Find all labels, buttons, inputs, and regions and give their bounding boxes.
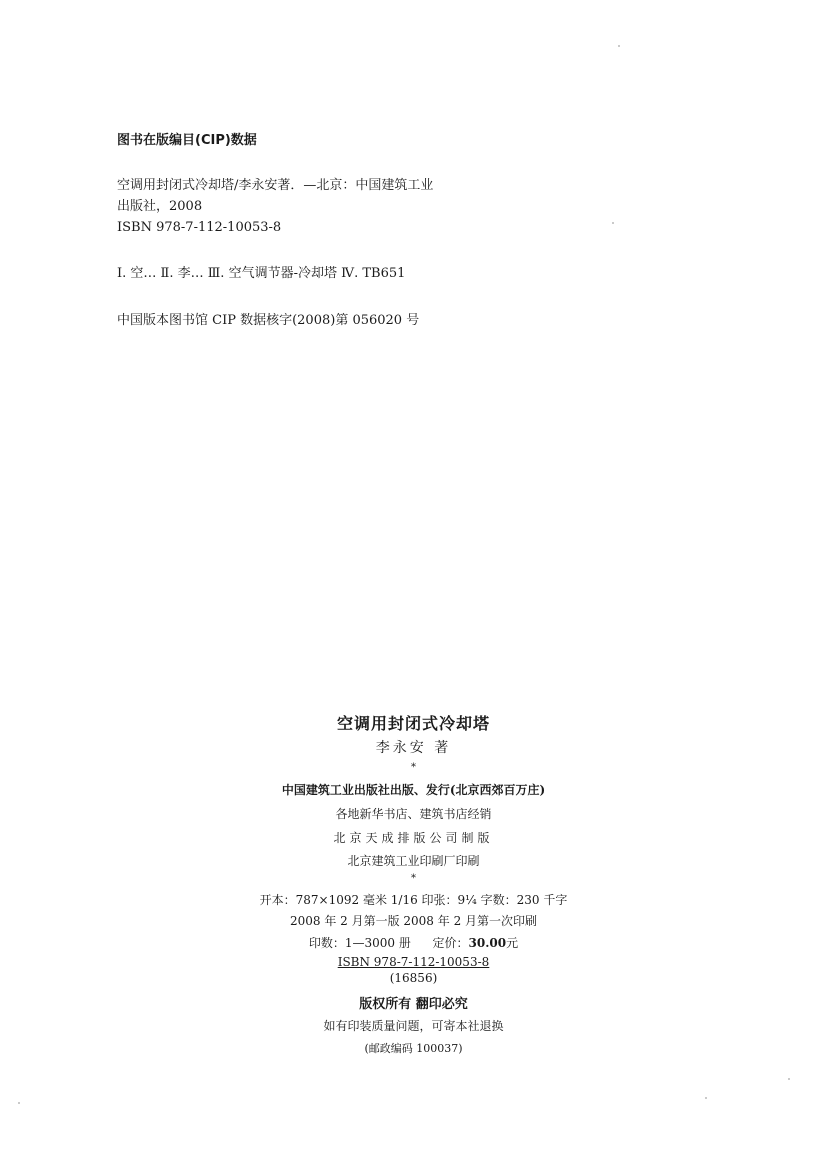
cip-isbn: ISBN 978-7-112-10053-8 <box>117 220 282 235</box>
postcode: (邮政编码 100037) <box>364 1042 463 1055</box>
distributor-line: 各地新华书店、建筑书店经销 <box>335 807 492 821</box>
cip-bibliographic-line: 空调用封闭式冷却塔/李永安著．—北京：中国建筑工业 <box>117 178 434 193</box>
scan-speck <box>612 222 614 224</box>
cip-record-number: 中国版本图书馆 CIP 数据核字(2008)第 056020 号 <box>117 313 420 328</box>
print-run: 印数：1—3000 册 <box>308 936 411 950</box>
return-policy: 如有印装质量问题，可寄本社退换 <box>323 1019 504 1033</box>
price-label: 定价： <box>432 936 469 950</box>
printer-line: 北京建筑工业印刷厂印刷 <box>347 854 480 868</box>
format-line: 开本：787×1092 毫米 1/16 印张：9¼ 字数：230 千字 <box>259 893 568 907</box>
book-code: (16856) <box>389 971 438 985</box>
scan-speck <box>618 45 620 47</box>
scan-speck <box>18 1102 20 1104</box>
price-unit: 元 <box>506 936 519 950</box>
publisher-line: 中国建筑工业出版社出版、发行(北京西郊百万庄) <box>281 783 546 797</box>
price-value: 30.00 <box>468 936 507 950</box>
scan-speck <box>705 1097 707 1099</box>
cip-classification: Ⅰ. 空… Ⅱ. 李… Ⅲ. 空气调节器-冷却塔 Ⅳ. TB651 <box>117 266 406 281</box>
cip-heading: 图书在版编目(CIP)数据 <box>117 133 257 148</box>
typesetter-line: 北京天成排版公司制版 <box>333 831 494 845</box>
book-title: 空调用封闭式冷却塔 <box>336 714 490 733</box>
rights-notice: 版权所有 翻印必究 <box>359 997 468 1012</box>
book-author: 李永安 著 <box>375 740 452 756</box>
colophon-isbn: ISBN 978-7-112-10053-8 <box>337 955 490 969</box>
separator-star: * <box>411 873 416 884</box>
cip-publisher-line: 出版社，2008 <box>117 199 203 214</box>
print-run-price-line <box>0 934 827 951</box>
edition-line: 2008 年 2 月第一版 2008 年 2 月第一次印刷 <box>289 914 538 928</box>
separator-star: * <box>411 762 416 773</box>
scan-speck <box>788 1078 790 1080</box>
